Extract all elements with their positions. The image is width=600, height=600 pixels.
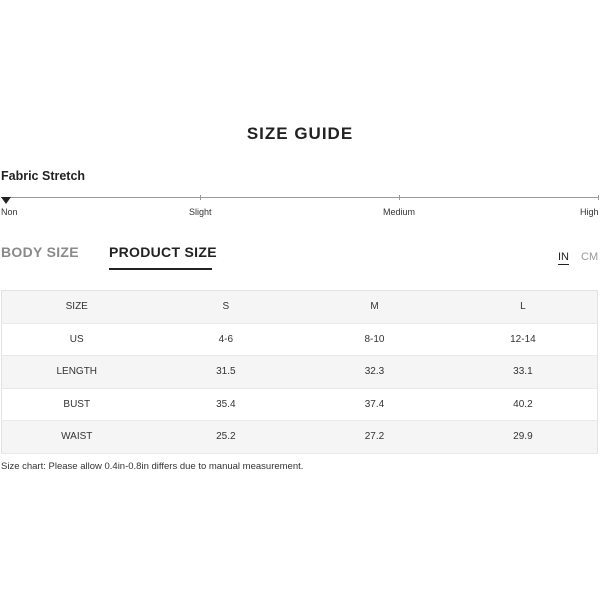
- measurement-note: Size chart: Please allow 0.4in-0.8in differs due to manual measurement.: [1, 461, 304, 472]
- tab-body-size[interactable]: BODY SIZE: [1, 244, 79, 260]
- table-header-cell: L: [449, 291, 598, 324]
- stretch-tick-medium: [399, 195, 400, 200]
- stretch-tick-slight: [200, 195, 201, 200]
- stretch-level-high: High: [580, 207, 599, 217]
- table-cell: 32.3: [300, 356, 449, 389]
- table-cell: WAIST: [2, 421, 152, 454]
- unit-toggle-cm[interactable]: CM: [581, 251, 599, 263]
- stretch-tick-high: [598, 195, 599, 200]
- tab-product-size[interactable]: PRODUCT SIZE: [109, 244, 217, 260]
- table-cell: 12-14: [449, 323, 598, 356]
- table-cell: LENGTH: [2, 356, 152, 389]
- table-cell: 29.9: [449, 421, 598, 454]
- stretch-scale-line: [1, 197, 599, 198]
- table-cell: US: [2, 323, 152, 356]
- stretch-marker-icon: [1, 197, 11, 204]
- table-header-cell: M: [300, 291, 449, 324]
- table-header-row: [2, 291, 598, 324]
- active-tab-indicator: [109, 268, 212, 270]
- stretch-level-medium: Medium: [383, 207, 416, 217]
- table-cell: 37.4: [300, 388, 449, 421]
- table-cell: 25.2: [152, 421, 301, 454]
- table-row: [2, 356, 598, 389]
- unit-toggle-in[interactable]: IN: [558, 251, 569, 263]
- stretch-level-slight: Slight: [189, 207, 212, 217]
- table-cell: 4-6: [152, 323, 301, 356]
- table-header-cell: SIZE: [2, 291, 152, 324]
- table-row: [2, 388, 598, 421]
- table-cell: 35.4: [152, 388, 301, 421]
- table-row: [2, 421, 598, 454]
- table-header-cell: S: [152, 291, 301, 324]
- table-cell: 31.5: [152, 356, 301, 389]
- table-cell: 8-10: [300, 323, 449, 356]
- table-cell: 27.2: [300, 421, 449, 454]
- table-cell: BUST: [2, 388, 152, 421]
- table-cell: 40.2: [449, 388, 598, 421]
- size-table: [1, 290, 598, 454]
- stretch-level-non: Non: [1, 207, 18, 217]
- page-title: SIZE GUIDE: [246, 124, 354, 143]
- table-row: [2, 323, 598, 356]
- table-cell: 33.1: [449, 356, 598, 389]
- fabric-stretch-label: Fabric Stretch: [1, 169, 86, 183]
